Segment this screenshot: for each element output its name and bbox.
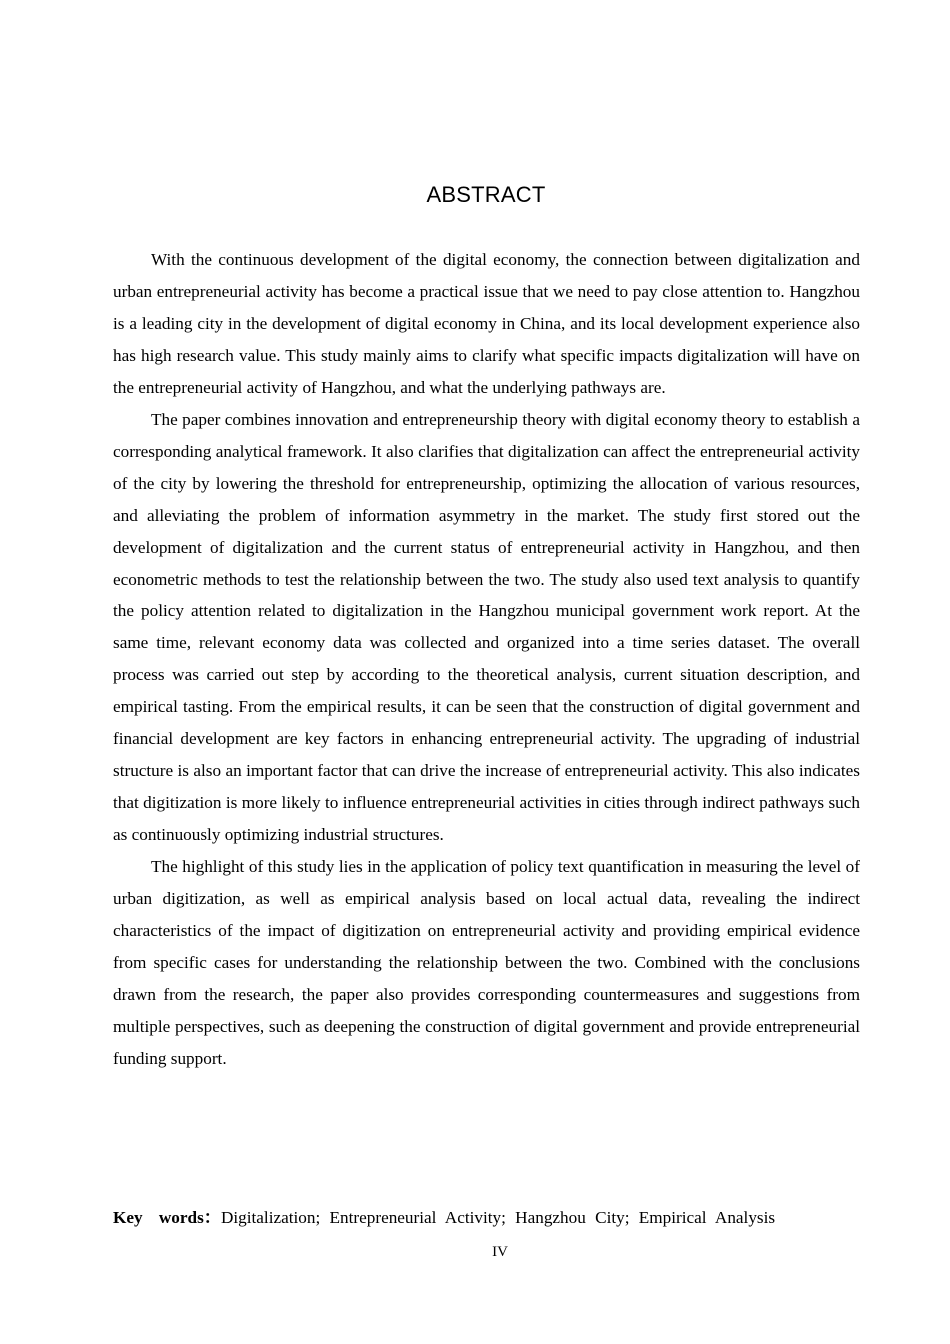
keywords-line xyxy=(113,1202,873,1233)
page-number: IV xyxy=(492,1244,508,1260)
abstract-paragraph-1: With the continuous development of the digital economy, the connection between digitalization and urban entrepreneurial activity has become a practical issue that we need to pay close attention to. Hangzhou is a leading city in the development of digital economy in China, and its local development experience also has high research value. This study mainly aims to clarify what specific impacts digitalization will have on the entrepreneurial activity of Hangzhou, and what the underlying pathways are. xyxy=(113,250,860,397)
abstract-title: ABSTRACT xyxy=(426,182,546,207)
keywords-label: Key words： xyxy=(113,1208,221,1227)
abstract-paragraph-2: The paper combines innovation and entrepreneurship theory with digital economy theory to establish a corresponding analytical framework. It also clarifies that digitalization can affect the entrepreneurial activity of the city by lowering the threshold for entrepreneurship, optimizing the allocation of various resources, and alleviating the problem of information asymmetry in the market. The study first stored out the development of digitalization and the current status of entrepreneurial activity in Hangzhou, and then econometric methods to test the relationship between the two. The study also used text analysis to quantify the policy attention related to digitalization in the Hangzhou municipal government work report. At the same time, relevant economy data was collected and organized into a time series dataset. The overall process was carried out step by according to the theoretical analysis, current situation description, and empirical tasting. From the empirical results, it can be seen that the construction of digital government and financial development are key factors in enhancing entrepreneurial activity. The upgrading of industrial structure is also an important factor that can drive the increase of entrepreneurial activity. This also indicates that digitization is more likely to influence entrepreneurial activities in cities through indirect pathways such as continuously optimizing industrial structures. xyxy=(113,409,860,845)
keywords-list: Digitalization; Entrepreneurial Activity; Hangzhou City; Empirical Analysis xyxy=(220,1208,776,1227)
abstract-body xyxy=(113,244,860,1075)
abstract-paragraph-3: The highlight of this study lies in the application of policy text quantification in measuring the level of urban digitization, as well as empirical analysis based on local actual data, revealing the indirect characteristics of the impact of digitization on entrepreneurial activity and providing empirical evidence from specific cases for understanding the relationship between the two. Combined with the conclusions drawn from the research, the paper also provides corresponding countermeasures and suggestions from multiple perspectives, such as deepening the construction of digital government and provide entrepreneurial funding support. xyxy=(113,857,860,1068)
